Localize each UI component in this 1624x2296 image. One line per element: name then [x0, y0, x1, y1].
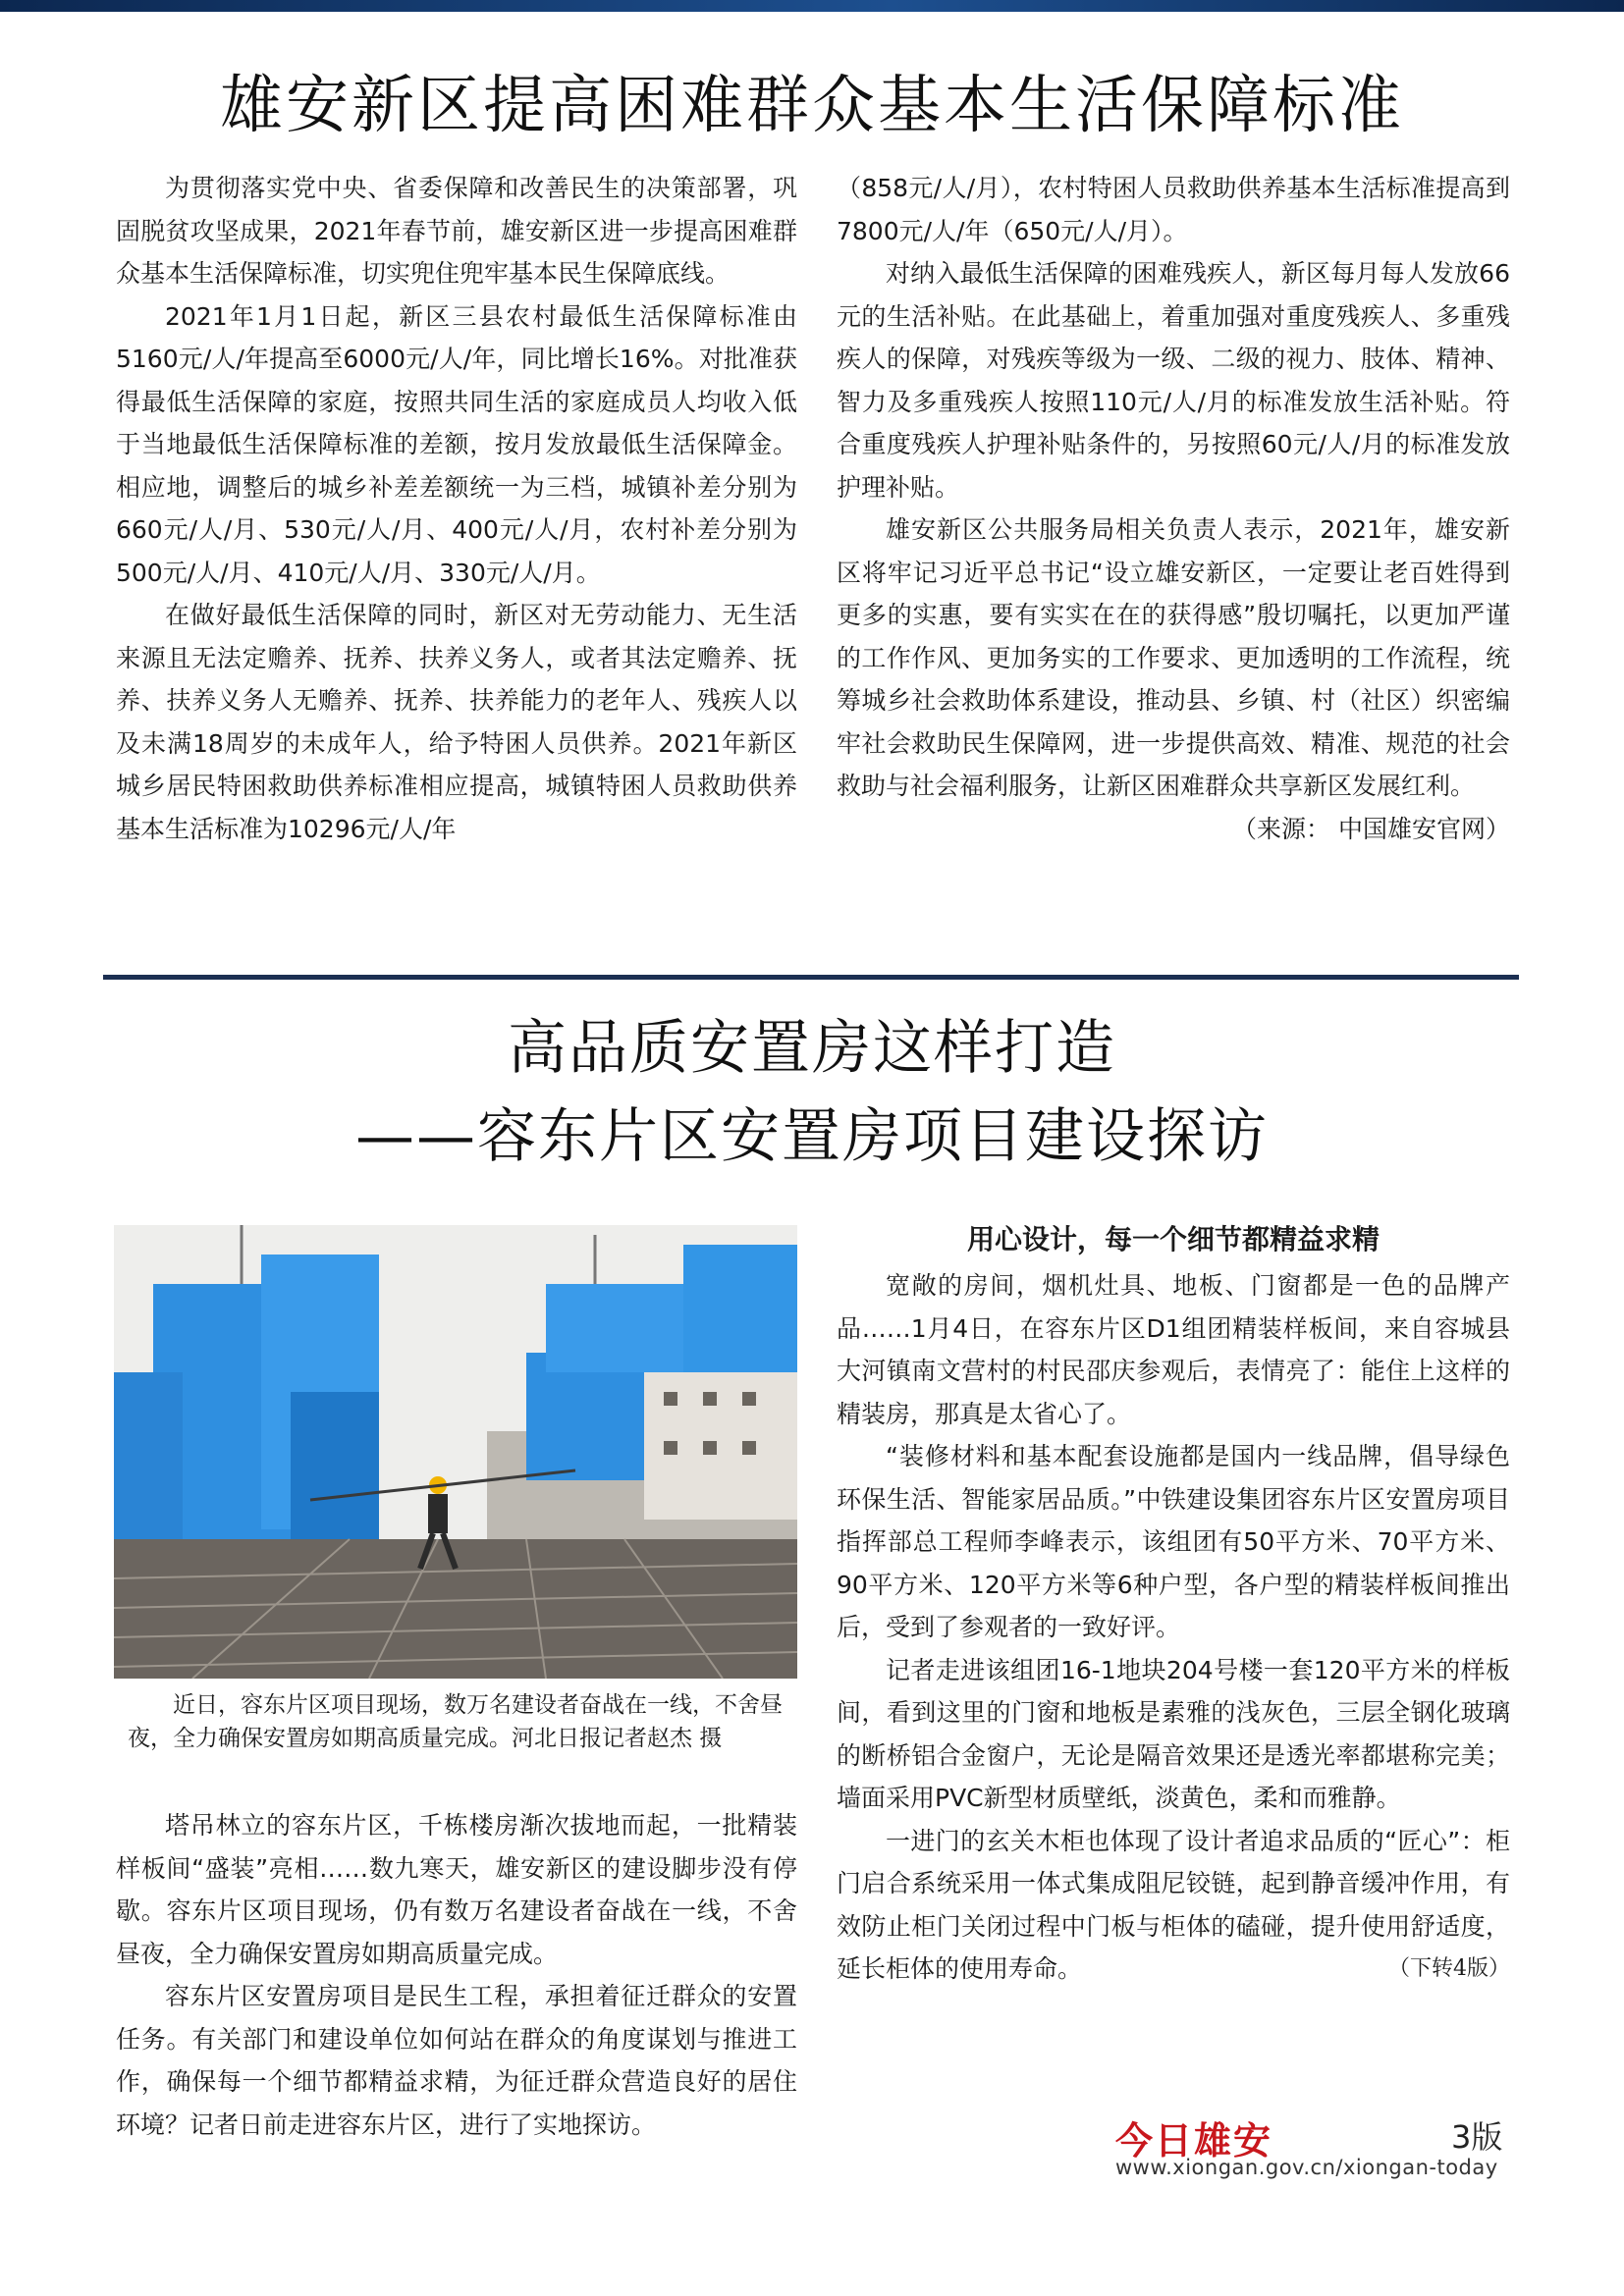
section-divider	[103, 975, 1519, 980]
article1-column-right	[837, 167, 1510, 850]
article2-column-right	[837, 1215, 1510, 1991]
header-bar	[0, 0, 1624, 12]
continued-note: （下转4版）	[1388, 1956, 1510, 1981]
article2-paragraph: 记者走进该组团16-1地块204号楼一套120平方米的样板间，看到这里的门窗和地板是素雅的浅灰色，三层全钢化玻璃的断桥铝合金窗户，无论是隔音效果还是透光率都堪称完美；墙面采用PVC新型材质壁纸，淡黄色，柔和而雅静。	[837, 1655, 1510, 1812]
article1-title: 雄安新区提高困难群众基本生活保障标准	[220, 70, 1404, 142]
article2-title: 高品质安置房这样打造	[508, 1014, 1116, 1083]
article1-paragraph: 2021年1月1日起，新区三县农村最低生活保障标准由5160元/人/年提高至6000元/人/年，同比增长16%。对批准获得最低生活保障的家庭，按照共同生活的家庭成员人均收入低于当地最低生活保障标准的差额，按月发放最低生活保障金。相应地，调整后的城乡补差差额统一为三档，城镇补差分别为660元/人/月、530元/人/月、400元/人/月，农村补差分别为500元/人/月、410元/人/月、330元/人/月。	[116, 301, 797, 587]
article2-paragraph: “装修材料和基本配套设施都是国内一线品牌，倡导绿色环保生活、智能家居品质。”中铁建设集团容东片区安置房项目指挥部总工程师李峰表示，该组团有50平方米、70平方米、90平方米、120平方米等6种户型，各户型的精装样板间推出后，受到了参观者的一致好评。	[837, 1442, 1510, 1641]
article2-last-paragraph-text: 一进门的玄关木柜也体现了设计者追求品质的“匠心”：柜门启合系统采用一体式集成阻尼铰链，起到静音缓冲作用，有效防止柜门关闭过程中门板与柜体的磕碰，提升使用舒适度，延长柜体的使用寿命。	[837, 1826, 1510, 1983]
newspaper-logo: 今日雄安	[1115, 2118, 1273, 2163]
article1-paragraph: 为贯彻落实党中央、省委保障和改善民生的决策部署，巩固脱贫攻坚成果，2021年春节前，雄安新区进一步提高困难群众基本生活保障标准，切实兜住兜牢基本民生保障底线。	[116, 174, 797, 288]
article1-paragraph: 在做好最低生活保障的同时，新区对无劳动能力、无生活来源且无法定赡养、抚养、扶养义务人，或者其法定赡养、抚养、扶养义务人无赡养、抚养、扶养能力的老年人、残疾人以及未满18周岁的未成年人，给予特困人员供养。2021年新区城乡居民特困救助供养标准相应提高，城镇特困人员救助供养基本生活标准为10296元/人/年	[116, 601, 797, 843]
article2-column-left	[116, 1804, 797, 2146]
article1-column-left	[116, 167, 797, 850]
website-url[interactable]: www.xiongan.gov.cn/xiongan-today	[1115, 2156, 1498, 2179]
article2-paragraph: 容东片区安置房项目是民生工程，承担着征迁群众的安置任务。有关部门和建设单位如何站在群众的角度谋划与推进工作，确保每一个细节都精益求精，为征迁群众营造良好的居住环境？记者日前走进容东片区，进行了实地探访。	[116, 1982, 797, 2139]
article1-paragraph: 雄安新区公共服务局相关负责人表示，2021年，雄安新区将牢记习近平总书记“设立雄安新区，一定要让老百姓得到更多的实惠，要有实实在在的获得感”殷切嘱托，以更加严谨的工作作风、更加务实的工作要求、更加透明的工作流程，统筹城乡社会救助体系建设，推动县、乡镇、村（社区）织密编牢社会救助民生保障网，进一步提供高效、精准、规范的社会救助与社会福利服务，让新区困难群众共享新区发展红利。	[837, 515, 1510, 800]
article1-paragraph: 对纳入最低生活保障的困难残疾人，新区每月每人发放66元的生活补贴。在此基础上，着重加强对重度残疾人、多重残疾人的保障，对残疾等级为一级、二级的视力、肢体、精神、智力及多重残疾人按照110元/人/月的标准发放生活补贴。符合重度残疾人护理补贴条件的，另按照60元/人/月的标准发放护理补贴。	[837, 259, 1510, 502]
construction-site-photo	[114, 1225, 797, 1679]
article2-paragraph	[837, 1820, 1510, 1991]
article1-paragraph-continued: （858元/人/月），农村特困人员救助供养基本生活标准提高到7800元/人/年（650元/人/月）。	[837, 174, 1510, 245]
article2-subtitle: ——容东片区安置房项目建设探访	[355, 1102, 1269, 1171]
article2-subheading: 用心设计，每一个细节都精益求精	[966, 1223, 1380, 1255]
construction-photo-drawing	[114, 1225, 797, 1679]
photo-caption: 近日，容东片区项目现场，数万名建设者奋战在一线，不舍昼夜，全力确保安置房如期高质量完成。河北日报记者赵杰 摄	[128, 1692, 783, 1751]
page-edition: 3版	[1451, 2118, 1503, 2156]
article2-paragraph: 塔吊林立的容东片区，千栋楼房渐次拔地而起，一批精装样板间“盛装”亮相……数九寒天，雄安新区的建设脚步没有停歇。容东片区项目现场，仍有数万名建设者奋战在一线，不舍昼夜，全力确保安置房如期高质量完成。	[116, 1811, 797, 1968]
article2-paragraph: 宽敞的房间，烟机灶具、地板、门窗都是一色的品牌产品……1月4日，在容东片区D1组团精装样板间，来自容城县大河镇南文营村的村民邵庆参观后，表情亮了：能住上这样的精装房，那真是太省心了。	[837, 1271, 1510, 1428]
article1-source: （来源： 中国雄安官网）	[1232, 814, 1510, 843]
